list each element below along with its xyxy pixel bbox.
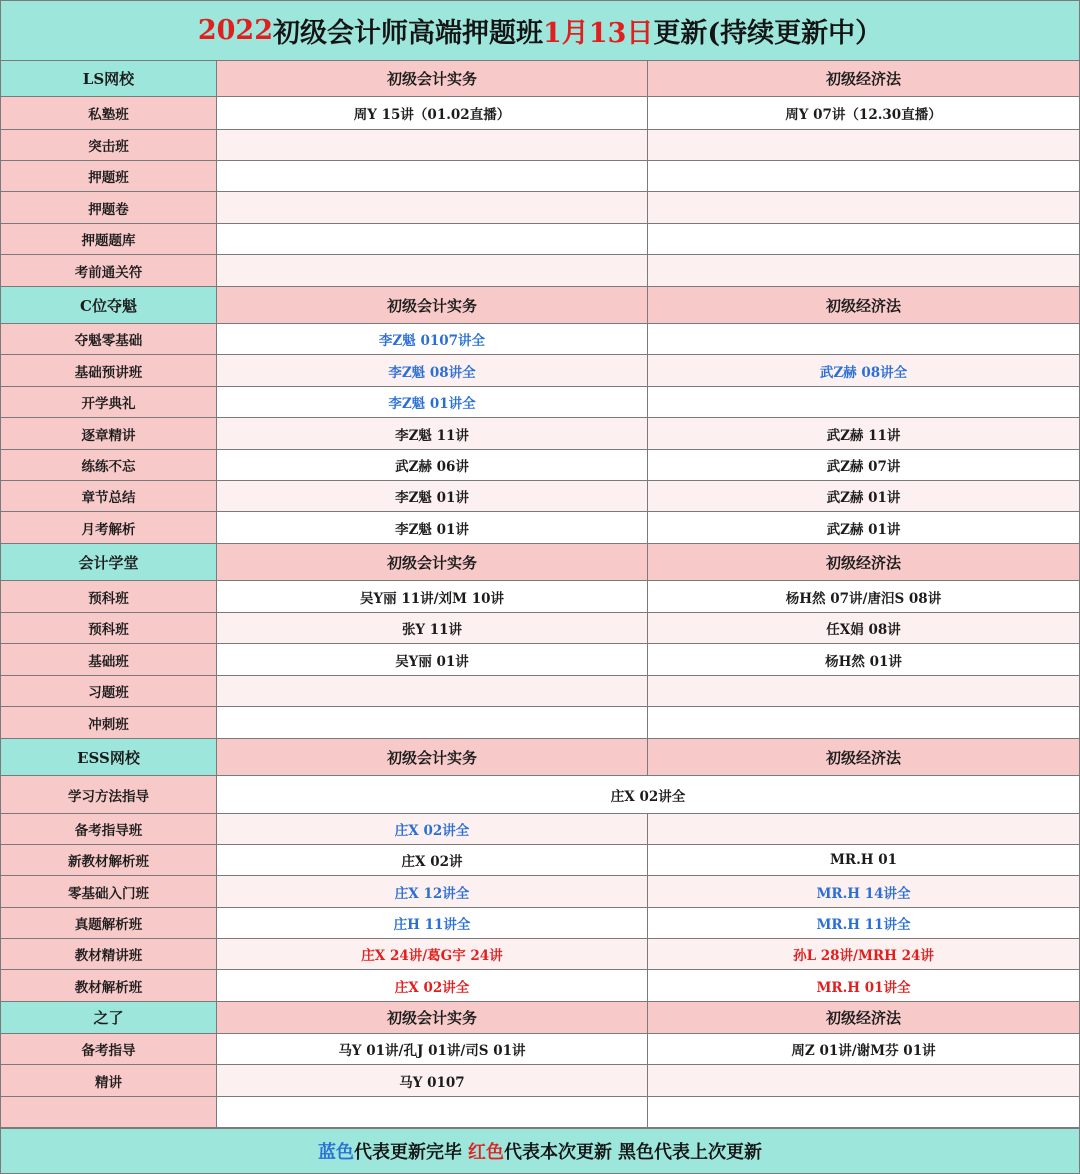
cell-accounting: 李Z魁 0107讲全 bbox=[217, 324, 648, 355]
column-header-economic-law: 初级经济法 bbox=[648, 287, 1080, 324]
section-header-row bbox=[0, 739, 1080, 776]
table-row bbox=[0, 450, 1080, 481]
cell-economic-law: 周Z 01讲/谢M芬 01讲 bbox=[648, 1034, 1080, 1065]
table-row bbox=[0, 908, 1080, 939]
cell-economic-law bbox=[648, 161, 1080, 192]
legend-red-desc: 代表本次更新 bbox=[504, 1142, 612, 1163]
cell-accounting: 庄H 11讲全 bbox=[217, 908, 648, 939]
cell-economic-law: 孙L 28讲/MRH 24讲 bbox=[648, 939, 1080, 970]
cell-economic-law bbox=[648, 1097, 1080, 1128]
cell-accounting bbox=[217, 161, 648, 192]
cell-economic-law: MR.H 01 bbox=[648, 845, 1080, 876]
legend-red-word: 红色 bbox=[468, 1142, 504, 1163]
table-row bbox=[0, 845, 1080, 876]
legend-black-text: 黑色代表上次更新 bbox=[618, 1142, 762, 1163]
cell-accounting: 李Z魁 01讲 bbox=[217, 481, 648, 512]
cell-accounting: 张Y 11讲 bbox=[217, 613, 648, 644]
row-label: 预科班 bbox=[0, 581, 217, 613]
cell-accounting: 庄X 02讲全 bbox=[217, 814, 648, 845]
cell-economic-law: 武Z赫 01讲 bbox=[648, 512, 1080, 544]
row-label: 私塾班 bbox=[0, 97, 217, 130]
table-row bbox=[0, 324, 1080, 355]
page-title bbox=[0, 0, 1080, 61]
title-suffix: 更新(持续更新中） bbox=[653, 18, 883, 49]
cell-accounting: 李Z魁 11讲 bbox=[217, 418, 648, 450]
cell-economic-law: 杨H然 01讲 bbox=[648, 644, 1080, 676]
legend-blue-word: 蓝色 bbox=[318, 1142, 354, 1163]
table-row bbox=[0, 130, 1080, 161]
row-label: 学习方法指导 bbox=[0, 776, 217, 814]
cell-accounting: 吴Y丽 11讲/刘M 10讲 bbox=[217, 581, 648, 613]
cell-economic-law bbox=[648, 224, 1080, 255]
cell-economic-law: MR.H 14讲全 bbox=[648, 876, 1080, 908]
cell-accounting: 庄X 02讲全 bbox=[217, 970, 648, 1002]
column-header-accounting: 初级会计实务 bbox=[217, 739, 648, 776]
title-main: 初级会计师高端押题班 bbox=[273, 18, 543, 49]
cell-merged: 庄X 02讲全 bbox=[217, 776, 1080, 814]
cell-accounting: 庄X 02讲 bbox=[217, 845, 648, 876]
table-row bbox=[0, 581, 1080, 613]
cell-economic-law bbox=[648, 676, 1080, 707]
table-row-merged bbox=[0, 776, 1080, 814]
table-row bbox=[0, 355, 1080, 387]
row-label: 夺魁零基础 bbox=[0, 324, 217, 355]
cell-economic-law bbox=[648, 324, 1080, 355]
cell-accounting bbox=[217, 224, 648, 255]
column-header-economic-law: 初级经济法 bbox=[648, 544, 1080, 581]
cell-accounting bbox=[217, 130, 648, 161]
row-label: 冲刺班 bbox=[0, 707, 217, 739]
section-header-row bbox=[0, 1002, 1080, 1034]
cell-economic-law bbox=[648, 255, 1080, 287]
cell-accounting bbox=[217, 1097, 648, 1128]
row-label: 备考指导班 bbox=[0, 814, 217, 845]
table-row bbox=[0, 418, 1080, 450]
table-row bbox=[0, 255, 1080, 287]
cell-accounting bbox=[217, 676, 648, 707]
section-name: 会计学堂 bbox=[0, 544, 217, 581]
row-label bbox=[0, 1097, 217, 1128]
column-header-accounting: 初级会计实务 bbox=[217, 287, 648, 324]
row-label: 押题卷 bbox=[0, 192, 217, 224]
title-date: 1月13日 bbox=[543, 18, 654, 49]
table-row bbox=[0, 676, 1080, 707]
table-row bbox=[0, 613, 1080, 644]
row-label: 章节总结 bbox=[0, 481, 217, 512]
cell-accounting: 马Y 0107 bbox=[217, 1065, 648, 1097]
row-label: 基础预讲班 bbox=[0, 355, 217, 387]
title-year: 2022 bbox=[197, 15, 273, 46]
row-label: 练练不忘 bbox=[0, 450, 217, 481]
cell-accounting bbox=[217, 192, 648, 224]
cell-economic-law: MR.H 11讲全 bbox=[648, 908, 1080, 939]
legend-blue-desc: 代表更新完毕 bbox=[354, 1142, 462, 1163]
row-label: 习题班 bbox=[0, 676, 217, 707]
cell-accounting bbox=[217, 707, 648, 739]
color-legend bbox=[0, 1128, 1080, 1174]
row-label: 新教材解析班 bbox=[0, 845, 217, 876]
section-header-row bbox=[0, 61, 1080, 97]
row-label: 逐章精讲 bbox=[0, 418, 217, 450]
table-row bbox=[0, 939, 1080, 970]
table-row bbox=[0, 644, 1080, 676]
cell-accounting: 李Z魁 01讲全 bbox=[217, 387, 648, 418]
table-row bbox=[0, 1097, 1080, 1128]
column-header-accounting: 初级会计实务 bbox=[217, 544, 648, 581]
section-name: ESS网校 bbox=[0, 739, 217, 776]
row-label: 零基础入门班 bbox=[0, 876, 217, 908]
table-row bbox=[0, 161, 1080, 192]
table-row bbox=[0, 1065, 1080, 1097]
column-header-economic-law: 初级经济法 bbox=[648, 61, 1080, 97]
cell-economic-law: 武Z赫 01讲 bbox=[648, 481, 1080, 512]
column-header-accounting: 初级会计实务 bbox=[217, 1002, 648, 1034]
cell-accounting: 武Z赫 06讲 bbox=[217, 450, 648, 481]
cell-accounting: 周Y 15讲（01.02直播） bbox=[217, 97, 648, 130]
cell-economic-law: 武Z赫 07讲 bbox=[648, 450, 1080, 481]
table-row bbox=[0, 814, 1080, 845]
section-name: C位夺魁 bbox=[0, 287, 217, 324]
cell-accounting: 吴Y丽 01讲 bbox=[217, 644, 648, 676]
section-header-row bbox=[0, 287, 1080, 324]
cell-economic-law: MR.H 01讲全 bbox=[648, 970, 1080, 1002]
cell-economic-law bbox=[648, 130, 1080, 161]
column-header-economic-law: 初级经济法 bbox=[648, 1002, 1080, 1034]
section-name: 之了 bbox=[0, 1002, 217, 1034]
cell-economic-law: 任X娟 08讲 bbox=[648, 613, 1080, 644]
row-label: 突击班 bbox=[0, 130, 217, 161]
column-header-accounting: 初级会计实务 bbox=[217, 61, 648, 97]
row-label: 预科班 bbox=[0, 613, 217, 644]
table-row bbox=[0, 192, 1080, 224]
section-header-row bbox=[0, 544, 1080, 581]
table-row bbox=[0, 970, 1080, 1002]
cell-accounting: 庄X 24讲/葛G宇 24讲 bbox=[217, 939, 648, 970]
row-label: 考前通关符 bbox=[0, 255, 217, 287]
row-label: 真题解析班 bbox=[0, 908, 217, 939]
cell-accounting: 李Z魁 01讲 bbox=[217, 512, 648, 544]
section-name: LS网校 bbox=[0, 61, 217, 97]
cell-economic-law: 周Y 07讲（12.30直播） bbox=[648, 97, 1080, 130]
row-label: 月考解析 bbox=[0, 512, 217, 544]
row-label: 押题题库 bbox=[0, 224, 217, 255]
cell-accounting: 庄X 12讲全 bbox=[217, 876, 648, 908]
table-row bbox=[0, 707, 1080, 739]
cell-accounting bbox=[217, 255, 648, 287]
cell-economic-law: 武Z赫 11讲 bbox=[648, 418, 1080, 450]
cell-economic-law bbox=[648, 192, 1080, 224]
row-label: 教材精讲班 bbox=[0, 939, 217, 970]
cell-economic-law bbox=[648, 387, 1080, 418]
table-row bbox=[0, 387, 1080, 418]
row-label: 教材解析班 bbox=[0, 970, 217, 1002]
table-row bbox=[0, 512, 1080, 544]
cell-economic-law bbox=[648, 707, 1080, 739]
cell-accounting: 马Y 01讲/孔J 01讲/司S 01讲 bbox=[217, 1034, 648, 1065]
cell-accounting: 李Z魁 08讲全 bbox=[217, 355, 648, 387]
table-row bbox=[0, 224, 1080, 255]
cell-economic-law bbox=[648, 814, 1080, 845]
column-header-economic-law: 初级经济法 bbox=[648, 739, 1080, 776]
row-label: 开学典礼 bbox=[0, 387, 217, 418]
row-label: 精讲 bbox=[0, 1065, 217, 1097]
row-label: 押题班 bbox=[0, 161, 217, 192]
table-row bbox=[0, 97, 1080, 130]
cell-economic-law: 杨H然 07讲/唐汨S 08讲 bbox=[648, 581, 1080, 613]
cell-economic-law: 武Z赫 08讲全 bbox=[648, 355, 1080, 387]
table-row bbox=[0, 1034, 1080, 1065]
row-label: 备考指导 bbox=[0, 1034, 217, 1065]
table-row bbox=[0, 876, 1080, 908]
row-label: 基础班 bbox=[0, 644, 217, 676]
cell-economic-law bbox=[648, 1065, 1080, 1097]
table-row bbox=[0, 481, 1080, 512]
